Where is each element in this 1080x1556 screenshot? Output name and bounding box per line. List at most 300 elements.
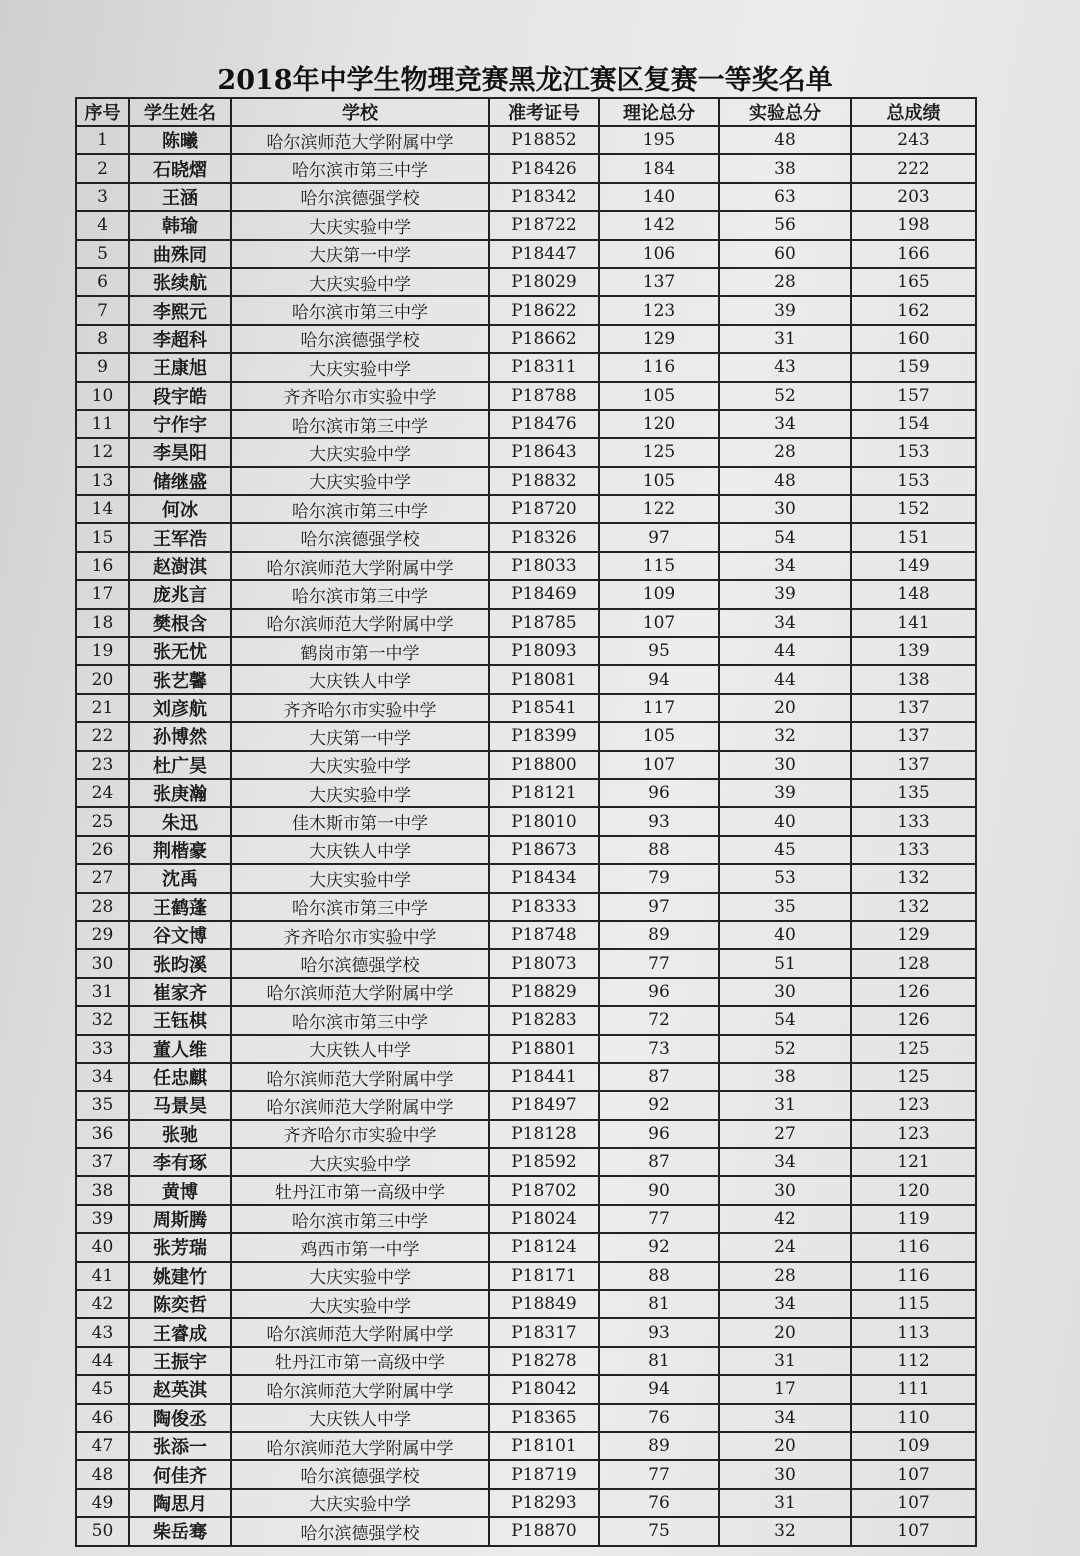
cell-experiment: 51	[719, 949, 851, 977]
cell-total: 162	[851, 296, 976, 324]
cell-exam-id: P18283	[489, 1006, 599, 1034]
cell-experiment: 40	[719, 807, 851, 835]
cell-total: 132	[851, 864, 976, 892]
cell-index: 20	[76, 665, 129, 693]
cell-school: 大庆实验中学	[231, 268, 489, 296]
cell-index: 26	[76, 836, 129, 864]
cell-theory: 96	[599, 779, 719, 807]
cell-index: 23	[76, 751, 129, 779]
cell-exam-id: P18719	[489, 1460, 599, 1488]
cell-total: 159	[851, 353, 976, 381]
cell-exam-id: P18399	[489, 722, 599, 750]
cell-name: 李有琢	[129, 1148, 231, 1176]
cell-theory: 94	[599, 665, 719, 693]
cell-name: 谷文博	[129, 921, 231, 949]
cell-school: 哈尔滨市第三中学	[231, 580, 489, 608]
cell-school: 哈尔滨师范大学附属中学	[231, 978, 489, 1006]
cell-index: 49	[76, 1489, 129, 1517]
cell-school: 大庆实验中学	[231, 864, 489, 892]
cell-name: 何冰	[129, 495, 231, 523]
cell-school: 大庆铁人中学	[231, 836, 489, 864]
cell-experiment: 20	[719, 694, 851, 722]
cell-name: 王康旭	[129, 353, 231, 381]
table-header-row	[76, 98, 976, 126]
cell-exam-id: P18785	[489, 609, 599, 637]
cell-experiment: 31	[719, 1091, 851, 1119]
cell-exam-id: P18029	[489, 268, 599, 296]
cell-theory: 81	[599, 1290, 719, 1318]
cell-name: 周斯腾	[129, 1205, 231, 1233]
cell-school: 哈尔滨师范大学附属中学	[231, 1318, 489, 1346]
cell-theory: 81	[599, 1347, 719, 1375]
cell-name: 张艺馨	[129, 665, 231, 693]
cell-theory: 92	[599, 1091, 719, 1119]
table-row	[76, 1006, 976, 1034]
cell-school: 大庆实验中学	[231, 779, 489, 807]
cell-theory: 88	[599, 1262, 719, 1290]
cell-index: 8	[76, 325, 129, 353]
cell-total: 137	[851, 751, 976, 779]
cell-theory: 184	[599, 154, 719, 182]
cell-school: 大庆实验中学	[231, 1148, 489, 1176]
cell-index: 42	[76, 1290, 129, 1318]
cell-index: 33	[76, 1035, 129, 1063]
table-row	[76, 325, 976, 353]
cell-exam-id: P18800	[489, 751, 599, 779]
cell-school: 齐齐哈尔市实验中学	[231, 1120, 489, 1148]
header-exam-id: 准考证号	[489, 98, 599, 126]
cell-school: 大庆实验中学	[231, 438, 489, 466]
cell-exam-id: P18722	[489, 211, 599, 239]
cell-total: 111	[851, 1375, 976, 1403]
cell-total: 107	[851, 1460, 976, 1488]
cell-experiment: 56	[719, 211, 851, 239]
cell-index: 1	[76, 126, 129, 154]
cell-theory: 79	[599, 864, 719, 892]
table-body	[76, 126, 976, 1546]
cell-exam-id: P18592	[489, 1148, 599, 1176]
cell-exam-id: P18101	[489, 1432, 599, 1460]
table-row	[76, 1120, 976, 1148]
cell-experiment: 52	[719, 1035, 851, 1063]
cell-experiment: 48	[719, 467, 851, 495]
cell-school: 大庆铁人中学	[231, 1035, 489, 1063]
cell-total: 126	[851, 1006, 976, 1034]
cell-total: 160	[851, 325, 976, 353]
cell-index: 10	[76, 382, 129, 410]
cell-experiment: 28	[719, 1262, 851, 1290]
cell-name: 张续航	[129, 268, 231, 296]
cell-school: 哈尔滨市第三中学	[231, 410, 489, 438]
cell-exam-id: P18073	[489, 949, 599, 977]
cell-name: 张驰	[129, 1120, 231, 1148]
cell-exam-id: P18469	[489, 580, 599, 608]
cell-theory: 195	[599, 126, 719, 154]
table-row	[76, 637, 976, 665]
cell-total: 203	[851, 183, 976, 211]
cell-exam-id: P18801	[489, 1035, 599, 1063]
table-row	[76, 353, 976, 381]
cell-theory: 107	[599, 751, 719, 779]
cell-school: 哈尔滨师范大学附属中学	[231, 552, 489, 580]
cell-exam-id: P18662	[489, 325, 599, 353]
cell-name: 刘彦航	[129, 694, 231, 722]
cell-index: 41	[76, 1262, 129, 1290]
cell-index: 43	[76, 1318, 129, 1346]
cell-name: 崔家齐	[129, 978, 231, 1006]
cell-experiment: 31	[719, 1347, 851, 1375]
cell-total: 133	[851, 836, 976, 864]
cell-total: 113	[851, 1318, 976, 1346]
cell-theory: 129	[599, 325, 719, 353]
cell-name: 陈奕哲	[129, 1290, 231, 1318]
cell-theory: 93	[599, 807, 719, 835]
table-row	[76, 722, 976, 750]
cell-exam-id: P18171	[489, 1262, 599, 1290]
cell-experiment: 30	[719, 1176, 851, 1204]
table-row	[76, 1035, 976, 1063]
cell-total: 151	[851, 523, 976, 551]
cell-school: 哈尔滨德强学校	[231, 1460, 489, 1488]
table-row	[76, 1517, 976, 1545]
cell-school: 大庆铁人中学	[231, 665, 489, 693]
cell-theory: 92	[599, 1233, 719, 1261]
cell-school: 大庆实验中学	[231, 467, 489, 495]
cell-name: 储继盛	[129, 467, 231, 495]
cell-index: 18	[76, 609, 129, 637]
cell-index: 50	[76, 1517, 129, 1545]
cell-school: 哈尔滨德强学校	[231, 325, 489, 353]
cell-school: 哈尔滨师范大学附属中学	[231, 1375, 489, 1403]
cell-experiment: 31	[719, 1489, 851, 1517]
cell-school: 哈尔滨德强学校	[231, 183, 489, 211]
cell-name: 王军浩	[129, 523, 231, 551]
cell-experiment: 31	[719, 325, 851, 353]
cell-index: 48	[76, 1460, 129, 1488]
cell-total: 126	[851, 978, 976, 1006]
cell-total: 129	[851, 921, 976, 949]
table-row	[76, 410, 976, 438]
cell-experiment: 42	[719, 1205, 851, 1233]
cell-total: 138	[851, 665, 976, 693]
table-row	[76, 382, 976, 410]
cell-theory: 116	[599, 353, 719, 381]
cell-exam-id: P18832	[489, 467, 599, 495]
cell-theory: 76	[599, 1489, 719, 1517]
cell-school: 哈尔滨德强学校	[231, 1517, 489, 1545]
cell-name: 庞兆言	[129, 580, 231, 608]
cell-school: 大庆实验中学	[231, 211, 489, 239]
cell-index: 19	[76, 637, 129, 665]
cell-school: 哈尔滨师范大学附属中学	[231, 126, 489, 154]
cell-experiment: 30	[719, 1460, 851, 1488]
table-row	[76, 978, 976, 1006]
cell-index: 29	[76, 921, 129, 949]
cell-exam-id: P18081	[489, 665, 599, 693]
cell-index: 28	[76, 893, 129, 921]
cell-theory: 75	[599, 1517, 719, 1545]
cell-experiment: 52	[719, 382, 851, 410]
header-total: 总成绩	[851, 98, 976, 126]
cell-school: 鹤岗市第一中学	[231, 637, 489, 665]
table-row	[76, 1318, 976, 1346]
cell-experiment: 53	[719, 864, 851, 892]
cell-total: 125	[851, 1035, 976, 1063]
cell-total: 128	[851, 949, 976, 977]
table-row	[76, 864, 976, 892]
cell-total: 133	[851, 807, 976, 835]
cell-name: 董人维	[129, 1035, 231, 1063]
cell-name: 樊根含	[129, 609, 231, 637]
cell-total: 157	[851, 382, 976, 410]
cell-exam-id: P18317	[489, 1318, 599, 1346]
cell-experiment: 34	[719, 1290, 851, 1318]
cell-index: 16	[76, 552, 129, 580]
table-row	[76, 1063, 976, 1091]
cell-experiment: 39	[719, 580, 851, 608]
cell-exam-id: P18010	[489, 807, 599, 835]
cell-exam-id: P18829	[489, 978, 599, 1006]
cell-total: 125	[851, 1063, 976, 1091]
cell-index: 2	[76, 154, 129, 182]
document-title: 2018年中学生物理竞赛黑龙江赛区复赛一等奖名单	[217, 65, 833, 96]
cell-exam-id: P18434	[489, 864, 599, 892]
cell-total: 137	[851, 694, 976, 722]
cell-total: 109	[851, 1432, 976, 1460]
cell-experiment: 54	[719, 1006, 851, 1034]
table-row	[76, 296, 976, 324]
cell-school: 齐齐哈尔市实验中学	[231, 382, 489, 410]
cell-name: 马景昊	[129, 1091, 231, 1119]
cell-school: 哈尔滨德强学校	[231, 949, 489, 977]
cell-theory: 87	[599, 1063, 719, 1091]
cell-theory: 120	[599, 410, 719, 438]
cell-experiment: 20	[719, 1432, 851, 1460]
cell-experiment: 38	[719, 1063, 851, 1091]
cell-theory: 90	[599, 1176, 719, 1204]
cell-experiment: 34	[719, 609, 851, 637]
cell-index: 22	[76, 722, 129, 750]
cell-total: 107	[851, 1489, 976, 1517]
table-row	[76, 1404, 976, 1432]
cell-exam-id: P18365	[489, 1404, 599, 1432]
cell-name: 何佳齐	[129, 1460, 231, 1488]
cell-name: 石晓熠	[129, 154, 231, 182]
cell-total: 148	[851, 580, 976, 608]
table-row	[76, 1290, 976, 1318]
cell-index: 6	[76, 268, 129, 296]
cell-school: 大庆第一中学	[231, 722, 489, 750]
cell-total: 243	[851, 126, 976, 154]
cell-exam-id: P18541	[489, 694, 599, 722]
cell-index: 4	[76, 211, 129, 239]
cell-index: 46	[76, 1404, 129, 1432]
cell-theory: 117	[599, 694, 719, 722]
cell-total: 166	[851, 240, 976, 268]
cell-exam-id: P18643	[489, 438, 599, 466]
cell-exam-id: P18870	[489, 1517, 599, 1545]
cell-school: 佳木斯市第一中学	[231, 807, 489, 835]
cell-name: 宁作宇	[129, 410, 231, 438]
cell-exam-id: P18121	[489, 779, 599, 807]
cell-name: 段宇皓	[129, 382, 231, 410]
cell-school: 牡丹江市第一高级中学	[231, 1176, 489, 1204]
cell-school: 哈尔滨市第三中学	[231, 893, 489, 921]
cell-theory: 97	[599, 893, 719, 921]
cell-experiment: 34	[719, 1404, 851, 1432]
cell-exam-id: P18278	[489, 1347, 599, 1375]
cell-theory: 96	[599, 978, 719, 1006]
cell-school: 哈尔滨市第三中学	[231, 495, 489, 523]
cell-exam-id: P18849	[489, 1290, 599, 1318]
table-row	[76, 495, 976, 523]
cell-experiment: 40	[719, 921, 851, 949]
cell-index: 45	[76, 1375, 129, 1403]
cell-experiment: 28	[719, 268, 851, 296]
cell-theory: 107	[599, 609, 719, 637]
cell-theory: 140	[599, 183, 719, 211]
cell-exam-id: P18128	[489, 1120, 599, 1148]
cell-name: 李昊阳	[129, 438, 231, 466]
cell-exam-id: P18476	[489, 410, 599, 438]
header-index: 序号	[76, 98, 129, 126]
cell-name: 任忠麒	[129, 1063, 231, 1091]
cell-name: 陶思月	[129, 1489, 231, 1517]
cell-school: 哈尔滨师范大学附属中学	[231, 1063, 489, 1091]
cell-exam-id: P18311	[489, 353, 599, 381]
table-row	[76, 211, 976, 239]
cell-theory: 94	[599, 1375, 719, 1403]
cell-index: 15	[76, 523, 129, 551]
table-row	[76, 836, 976, 864]
cell-total: 116	[851, 1233, 976, 1261]
cell-experiment: 44	[719, 665, 851, 693]
table-row	[76, 921, 976, 949]
cell-school: 大庆铁人中学	[231, 1404, 489, 1432]
cell-index: 37	[76, 1148, 129, 1176]
table-row	[76, 893, 976, 921]
cell-index: 27	[76, 864, 129, 892]
cell-exam-id: P18788	[489, 382, 599, 410]
cell-experiment: 17	[719, 1375, 851, 1403]
cell-exam-id: P18426	[489, 154, 599, 182]
cell-name: 陶俊丞	[129, 1404, 231, 1432]
cell-index: 44	[76, 1347, 129, 1375]
cell-theory: 123	[599, 296, 719, 324]
cell-theory: 72	[599, 1006, 719, 1034]
table-row	[76, 1233, 976, 1261]
cell-index: 34	[76, 1063, 129, 1091]
cell-exam-id: P18673	[489, 836, 599, 864]
cell-experiment: 43	[719, 353, 851, 381]
cell-theory: 109	[599, 580, 719, 608]
cell-total: 121	[851, 1148, 976, 1176]
cell-school: 牡丹江市第一高级中学	[231, 1347, 489, 1375]
cell-theory: 125	[599, 438, 719, 466]
cell-experiment: 39	[719, 296, 851, 324]
cell-school: 哈尔滨市第三中学	[231, 1006, 489, 1034]
table-row	[76, 580, 976, 608]
cell-theory: 77	[599, 949, 719, 977]
cell-exam-id: P18622	[489, 296, 599, 324]
cell-experiment: 34	[719, 552, 851, 580]
cell-index: 40	[76, 1233, 129, 1261]
table-row	[76, 268, 976, 296]
cell-school: 哈尔滨市第三中学	[231, 1205, 489, 1233]
cell-experiment: 20	[719, 1318, 851, 1346]
cell-theory: 105	[599, 722, 719, 750]
cell-total: 153	[851, 438, 976, 466]
cell-exam-id: P18124	[489, 1233, 599, 1261]
cell-exam-id: P18702	[489, 1176, 599, 1204]
cell-theory: 73	[599, 1035, 719, 1063]
cell-school: 大庆实验中学	[231, 353, 489, 381]
cell-experiment: 44	[719, 637, 851, 665]
cell-total: 123	[851, 1091, 976, 1119]
cell-index: 12	[76, 438, 129, 466]
cell-name: 张无忧	[129, 637, 231, 665]
cell-total: 115	[851, 1290, 976, 1318]
table-row	[76, 467, 976, 495]
cell-index: 32	[76, 1006, 129, 1034]
cell-experiment: 32	[719, 722, 851, 750]
cell-index: 47	[76, 1432, 129, 1460]
table-row	[76, 751, 976, 779]
table-row	[76, 1176, 976, 1204]
cell-school: 哈尔滨师范大学附属中学	[231, 1091, 489, 1119]
cell-name: 王涵	[129, 183, 231, 211]
table-row	[76, 949, 976, 977]
cell-total: 116	[851, 1262, 976, 1290]
table-row	[76, 1205, 976, 1233]
header-experiment: 实验总分	[719, 98, 851, 126]
cell-experiment: 30	[719, 978, 851, 1006]
cell-theory: 95	[599, 637, 719, 665]
cell-theory: 142	[599, 211, 719, 239]
cell-experiment: 34	[719, 410, 851, 438]
cell-theory: 89	[599, 1432, 719, 1460]
table-row	[76, 438, 976, 466]
award-table	[75, 97, 977, 1547]
cell-name: 王钰棋	[129, 1006, 231, 1034]
cell-total: 135	[851, 779, 976, 807]
cell-name: 李熙元	[129, 296, 231, 324]
cell-exam-id: P18042	[489, 1375, 599, 1403]
cell-theory: 89	[599, 921, 719, 949]
cell-experiment: 35	[719, 893, 851, 921]
cell-theory: 122	[599, 495, 719, 523]
cell-total: 110	[851, 1404, 976, 1432]
cell-index: 17	[76, 580, 129, 608]
cell-name: 王鹤蓬	[129, 893, 231, 921]
cell-total: 137	[851, 722, 976, 750]
cell-school: 齐齐哈尔市实验中学	[231, 921, 489, 949]
cell-total: 112	[851, 1347, 976, 1375]
table-row	[76, 779, 976, 807]
cell-school: 哈尔滨市第三中学	[231, 296, 489, 324]
cell-exam-id: P18447	[489, 240, 599, 268]
table-row	[76, 523, 976, 551]
cell-total: 141	[851, 609, 976, 637]
cell-name: 张芳瑞	[129, 1233, 231, 1261]
cell-school: 大庆实验中学	[231, 1290, 489, 1318]
cell-theory: 93	[599, 1318, 719, 1346]
cell-index: 21	[76, 694, 129, 722]
table-row	[76, 1148, 976, 1176]
cell-name: 张添一	[129, 1432, 231, 1460]
cell-index: 9	[76, 353, 129, 381]
cell-experiment: 63	[719, 183, 851, 211]
